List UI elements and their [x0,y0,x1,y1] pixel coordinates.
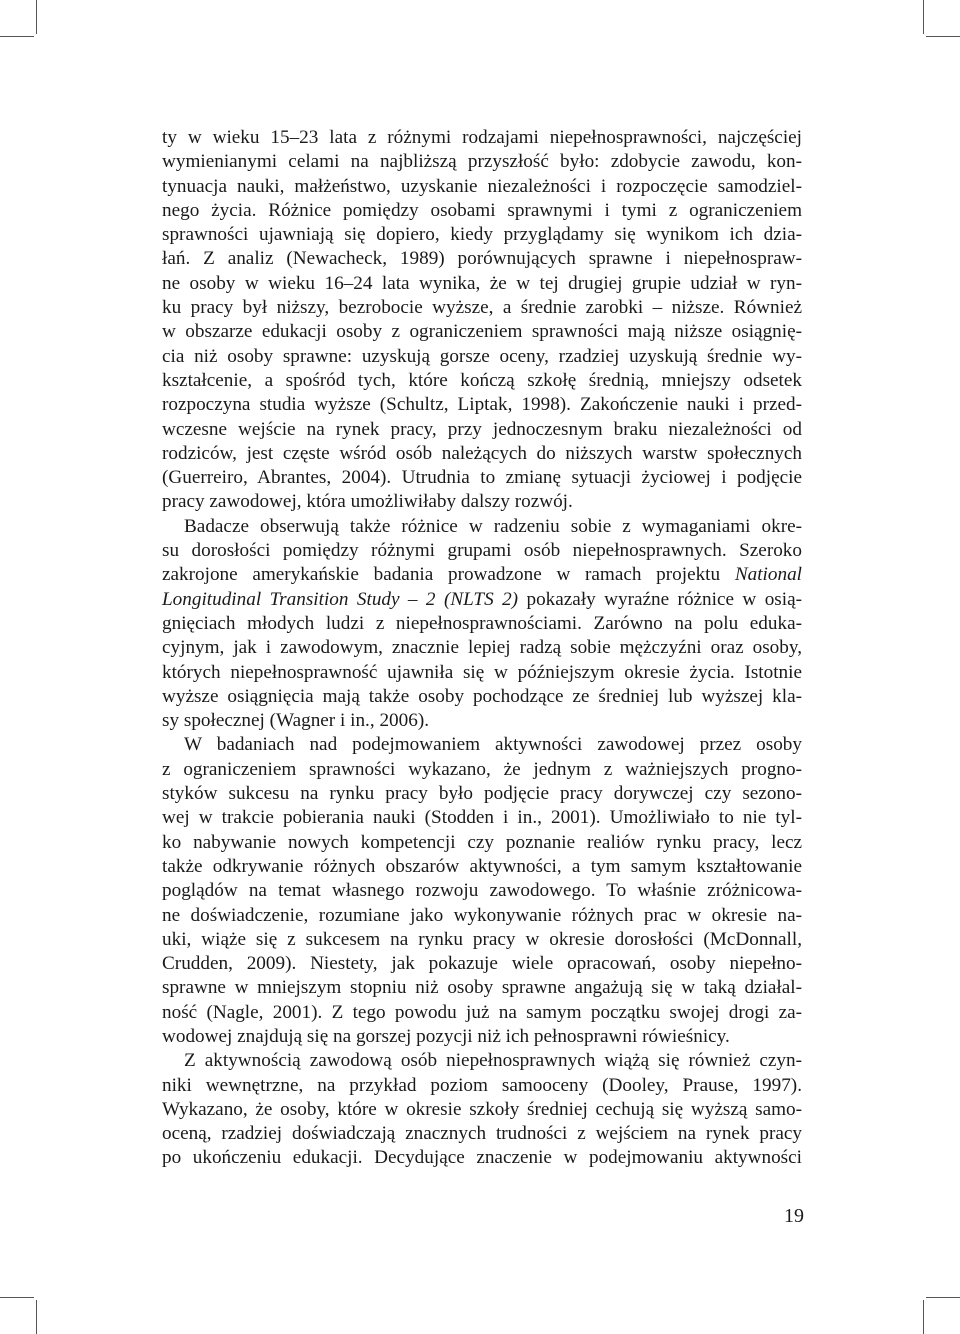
line-text: Wykazano, że osoby, które w okresie szkoły średniej cechują się wyższą samo- [162,1098,802,1120]
line-text: ku pracy był niższy, bezrobocie wyższe, a średnie zarobki – niższe. Również [162,297,802,319]
text-line [162,1098,802,1122]
line-text: po ukończeniu edukacji. Decydujące znaczenie w podejmowaniu aktywności [162,1147,802,1169]
italic-title: National [734,564,802,586]
crop-mark [0,1297,34,1298]
text-line [162,442,802,466]
line-text: sy społecznej (Wagner i in., 2006). [162,710,430,732]
text-line [162,588,802,612]
crop-mark [926,36,960,37]
text-line [162,661,802,685]
text-line [162,126,802,150]
text-line [162,831,802,855]
line-text: tynuacja nauki, małżeństwo, uzyskanie niezależności i rozpoczęcie samodziel- [162,175,802,197]
line-text: wyższe osiągnięcia mają także osoby pochodzące ze średniej lub wyższej kla- [162,685,802,707]
line-text: kształcenie, a spośród tych, które kończą szkołę średnią, mniejszy odsetek [162,369,802,391]
text-line [162,223,802,247]
text-line [162,296,802,320]
line-text: ty w wieku 15–23 lata z różnymi rodzajami niepełnosprawności, najczęściej [162,127,802,148]
line-text: wczesne wejście na rynek pracy, przy jednoczesnym braku niezależności od [162,418,802,440]
line-text: uki, wiąże się z sukcesem na rynku pracy w okresie dorosłości (McDonnall, [162,928,802,950]
line-text: ko nabywanie nowych kompetencji czy poznanie realiów rynku pracy, lecz [162,831,802,853]
text-line [162,1074,802,1098]
text-line [162,272,802,296]
text-line [162,393,802,417]
body-text [162,126,802,1171]
line-text: których niepełnosprawność ujawniła się w późniejszym okresie życia. Istotnie [162,661,802,683]
text-line [162,369,802,393]
line-text: łań. Z analiz (Newacheck, 1989) porównujących sprawne i niepełnospraw- [162,248,802,270]
line-text: (Guerreiro, Abrantes, 2004). Utrudnia to zmianę sytuacji życiowej i podjęcie [162,467,802,489]
line-text: poglądów na temat własnego rozwoju zawodowego. To właśnie zróżnicowa- [162,880,802,902]
text-line [162,1001,802,1025]
text-line [162,175,802,199]
line-text: wodowej znajdują się na gorszej pozycji niż ich pełnosprawni rówieśnicy. [162,1025,730,1047]
line-text: cyjnym, jak i zawodowym, znacznie lepiej radzą sobie mężczyźni oraz osoby, [162,637,802,659]
line-text: niki wewnętrzne, na przykład poziom samooceny (Dooley, Prause, 1997). [162,1074,802,1096]
text-line [162,952,802,976]
text-line [162,1122,802,1146]
text-line [162,247,802,271]
text-line [162,1146,802,1170]
text-line [162,928,802,952]
line-text: rodziców, jest częste wśród osób należących do niższych warstw społecznych [162,442,802,464]
text-line [162,1025,802,1049]
text-line [162,1049,802,1073]
text-line [162,806,802,830]
line-text: także odkrywanie różnych obszarów aktywności, a tym samym kształtowanie [162,855,802,877]
line-text: su dorosłości pomiędzy różnymi grupami osób niepełnosprawnych. Szeroko [162,540,802,562]
line-text: wymienianymi celami na najbliższą przyszłość było: zdobycie zawodu, kon- [162,151,802,173]
line-text: wej w trakcie pobierania nauki (Stodden i in., 2001). Umożliwiało to nie tyl- [162,807,802,829]
text-line [162,539,802,563]
crop-mark [923,1300,924,1334]
line-text: zakrojone amerykańskie badania prowadzone w ramach projektu [162,564,735,586]
line-text: cia niż osoby sprawne: uzyskują gorsze oceny, rzadziej uzyskują średnie wy- [162,345,802,367]
line-text: sprawne w mniejszym stopniu niż osoby sprawne angażują się w taką działal- [162,977,802,999]
line-text: rozpoczyna studia wyższe (Schultz, Liptak, 1998). Zakończenie nauki i przed- [162,394,802,416]
line-text: styków sukcesu na rynku pracy było podjęcie pracy dorywczej czy sezono- [162,783,802,805]
text-line [162,685,802,709]
text-line [162,490,802,514]
crop-mark [36,0,37,34]
text-line [162,466,802,490]
text-line [162,976,802,1000]
line-text: pracy zawodowej, która umożliwiłaby dalszy rozwój. [162,491,573,513]
crop-mark [926,1297,960,1298]
text-line [162,758,802,782]
text-line [162,150,802,174]
line-text: ność (Nagle, 2001). Z tego powodu już na samym początku swojej drogi za- [162,1001,802,1023]
line-text: w obszarze edukacji osoby z ograniczeniem sprawności mają niższe osiągnię- [162,321,802,343]
crop-mark [923,0,924,34]
line-text: sprawności ujawniają się dopiero, kiedy przyglądamy się wynikom ich dzia- [162,224,802,246]
text-line [162,636,802,660]
crop-mark [36,1300,37,1334]
line-text: gnięciach młodych ludzi z niepełnosprawnościami. Zarówno na polu eduka- [162,612,802,634]
text-line [162,418,802,442]
line-text: ne osoby w wieku 16–24 lata wynika, że w tej drugiej grupie udział w ryn- [162,272,802,294]
text-line [162,199,802,223]
text-line [162,612,802,636]
line-text: oceną, rzadziej doświadczają znacznych trudności z wejściem na rynek pracy [162,1123,802,1145]
text-line [162,733,802,757]
text-line [162,879,802,903]
text-line [162,904,802,928]
line-text: nego życia. Różnice pomiędzy osobami sprawnymi i tymi z ograniczeniem [162,199,802,221]
page-number: 19 [784,1205,804,1227]
line-text: W badaniach nad podejmowaniem aktywności zawodowej przez osoby [184,734,802,756]
italic-title: Longitudinal Transition Study – 2 (NLTS 2) [162,588,519,610]
text-line [162,345,802,369]
line-text: z ograniczeniem sprawności wykazano, że jednym z ważniejszych progno- [162,758,802,780]
text-line [162,515,802,539]
line-text: pokazały wyraźne różnice w osią- [518,588,802,610]
text-line [162,563,802,587]
crop-mark [0,36,34,37]
text-line [162,855,802,879]
line-text: ne doświadczenie, rozumiane jako wykonywanie różnych prac w okresie na- [162,904,802,926]
line-text: Z aktywnością zawodową osób niepełnosprawnych wiążą się również czyn- [184,1050,802,1072]
line-text: Badacze obserwują także różnice w radzeniu sobie z wymaganiami okre- [184,515,802,537]
text-line [162,320,802,344]
text-line [162,782,802,806]
text-line [162,709,802,733]
line-text: Crudden, 2009). Niestety, jak pokazuje wiele opracowań, osoby niepełno- [162,953,802,975]
